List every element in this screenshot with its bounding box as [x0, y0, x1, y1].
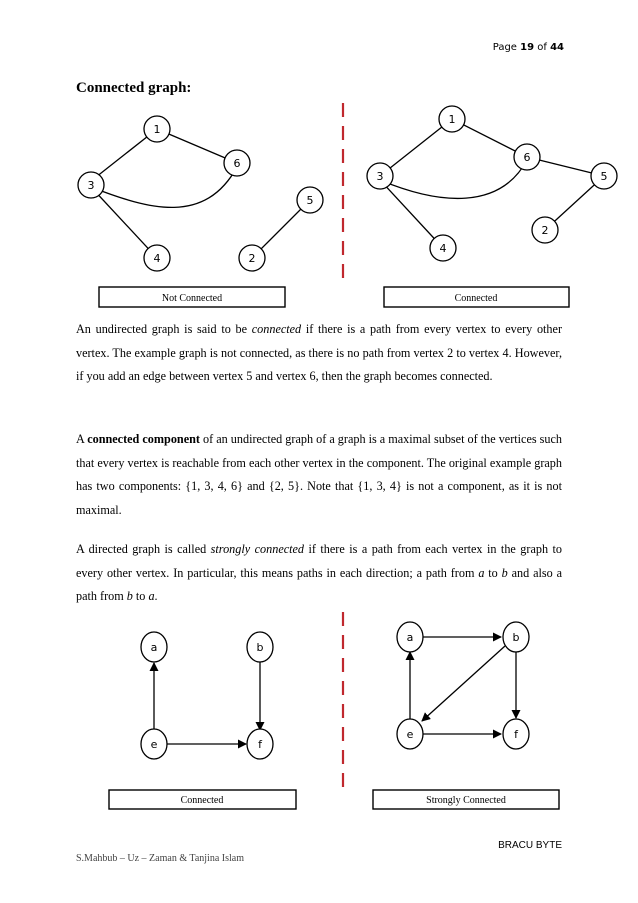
paragraph-connected: An undirected graph is said to be connected if there is a path from every vertex to every other vertex. The example graph is not connected, as there is no path from vertex 2 to vertex 4. However, if you add an edge between vertex 5 and vertex 6, then the graph becomes connected.	[76, 322, 562, 384]
svg-text:Connected: Connected	[454, 293, 498, 304]
caption-not-connected	[99, 287, 285, 307]
node-a-r	[397, 622, 423, 652]
page-number	[493, 42, 564, 53]
caption-connected	[384, 287, 569, 307]
node-e-r	[397, 719, 423, 749]
svg-text:5: 5	[306, 194, 314, 207]
node-b	[247, 632, 273, 662]
svg-text:1: 1	[448, 113, 456, 126]
svg-text:3: 3	[87, 179, 95, 192]
node-a	[141, 632, 167, 662]
svg-text:a: a	[406, 631, 414, 644]
node-6	[224, 150, 250, 176]
svg-text:5: 5	[600, 170, 608, 183]
node-4-r	[430, 235, 456, 261]
page-total: 44	[550, 42, 564, 53]
node-6-r	[514, 144, 540, 170]
node-1-r	[439, 106, 465, 132]
svg-text:2: 2	[541, 224, 549, 237]
paragraph-strongly-connected: A directed graph is called strongly connected if there is a path from each vertex in the graph to every other vertex. In particular, this means paths in each direction; a path from a to b and also a path from b to a.	[76, 542, 562, 604]
node-e	[141, 729, 167, 759]
node-5-r	[591, 163, 617, 189]
caption-strongly-connected	[373, 790, 559, 809]
svg-text:b: b	[256, 641, 264, 654]
node-f-r	[503, 719, 529, 749]
svg-text:6: 6	[523, 151, 531, 164]
edge-3-4-r	[380, 180, 443, 248]
node-3-r	[367, 163, 393, 189]
footer-brand: BRACU BYTE	[498, 840, 562, 851]
figure-connected-graphs	[0, 100, 638, 312]
svg-text:b: b	[512, 631, 520, 644]
edge-3-4	[91, 187, 157, 258]
svg-text:6: 6	[233, 157, 241, 170]
svg-text:3: 3	[376, 170, 384, 183]
svg-text:f: f	[514, 728, 518, 741]
node-2-r	[532, 217, 558, 243]
edge-b-e-r	[422, 646, 505, 721]
page-of: of	[537, 42, 547, 53]
node-4	[144, 245, 170, 271]
svg-text:2: 2	[248, 252, 256, 265]
edge-3-6-r	[380, 160, 527, 198]
edge-3-6	[91, 167, 237, 207]
edge-3-1-r	[380, 119, 452, 176]
page-current: 19	[520, 42, 535, 53]
svg-text:1: 1	[153, 123, 161, 136]
svg-text:4: 4	[439, 242, 447, 255]
node-3	[78, 172, 104, 198]
footer-authors: S.Mahbub – Uz – Zaman & Tanjina Islam	[76, 853, 244, 864]
node-1	[144, 116, 170, 142]
svg-text:Connected: Connected	[180, 795, 224, 806]
svg-text:e: e	[406, 728, 414, 741]
svg-text:e: e	[150, 738, 158, 751]
section-title: Connected graph:	[76, 80, 192, 96]
node-2	[239, 245, 265, 271]
svg-text:Strongly Connected: Strongly Connected	[426, 795, 506, 806]
node-b-r	[503, 622, 529, 652]
svg-text:Not Connected: Not Connected	[161, 293, 223, 304]
page-prefix: Page	[492, 42, 517, 53]
svg-text:a: a	[150, 641, 158, 654]
node-5	[297, 187, 323, 213]
figure-directed-graphs	[0, 608, 638, 813]
paragraph-connected-component: A connected component of an undirected graph of a graph is a maximal subset of the vertices such that every vertex is reachable from each other vertex in the component. The original example graph has two components: {1, 3, 4, 6} and {2, 5}. Note that {1, 3, 4} is not a component, as it is not maximal.	[76, 432, 562, 518]
node-f	[247, 729, 273, 759]
caption-connected-directed	[109, 790, 296, 809]
svg-text:f: f	[258, 738, 262, 751]
svg-text:4: 4	[153, 252, 161, 265]
